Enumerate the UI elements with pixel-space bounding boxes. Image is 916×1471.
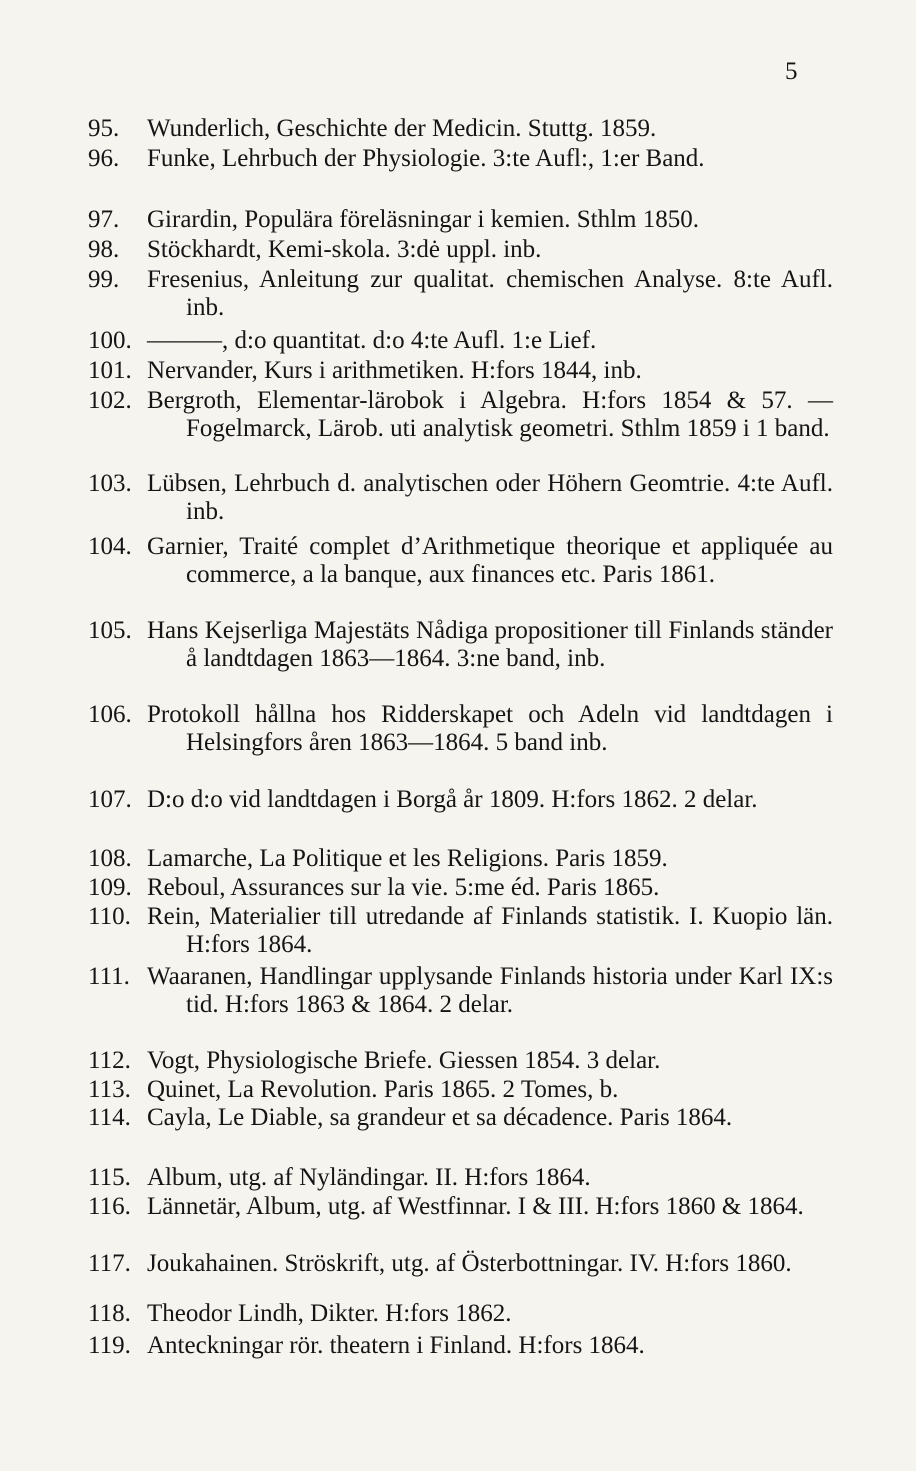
- list-item: [88, 145, 833, 173]
- entry-number: 102.: [88, 387, 132, 414]
- list-item: [88, 1300, 833, 1328]
- entry-text: Lännetär, Album, utg. af Westfinnar. I & III. H:fors 1860 & 1864.: [147, 1193, 804, 1220]
- list-item: [88, 266, 833, 322]
- list-item: [88, 701, 833, 757]
- entry-text: Nervander, Kurs i arithmetiken. H:fors 1844, inb.: [147, 357, 642, 384]
- entry-text: Album, utg. af Nyländingar. II. H:fors 1864.: [147, 1164, 591, 1191]
- list-item: [88, 1250, 833, 1278]
- entry-number: 99.: [88, 266, 120, 293]
- list-item: [88, 327, 833, 355]
- entry-number: 101.: [88, 357, 132, 384]
- list-item: [88, 533, 833, 589]
- entry-number: 97.: [88, 206, 120, 233]
- entry-number: 107.: [88, 786, 132, 813]
- entry-number: 110.: [88, 903, 131, 930]
- list-item: [88, 874, 833, 902]
- list-item: [88, 963, 833, 1019]
- entry-number: 95.: [88, 115, 120, 142]
- entry-text: Joukahainen. Ströskrift, utg. af Österbottningar. IV. H:fors 1860.: [147, 1250, 792, 1277]
- entry-number: 103.: [88, 470, 132, 497]
- list-item: [88, 1193, 833, 1221]
- page-number: 5: [785, 58, 798, 85]
- entry-text: Garnier, Traité complet d’Arithmetique theorique et appliquée au commerce, a la banque, aux finances etc. Paris 1861.: [147, 533, 833, 589]
- list-item: [88, 903, 833, 959]
- entry-text: Reboul, Assurances sur la vie. 5:me éd. Paris 1865.: [147, 874, 660, 901]
- entry-number: 111.: [88, 963, 130, 990]
- entry-text: Cayla, Le Diable, sa grandeur et sa décadence. Paris 1864.: [147, 1104, 733, 1131]
- entry-text: Rein, Materialier till utredande af Finlands statistik. I. Kuopio län. H:fors 1864.: [147, 903, 833, 959]
- entry-text: Vogt, Physiologische Briefe. Giessen 1854. 3 delar.: [147, 1047, 661, 1074]
- entry-text: Lamarche, La Politique et les Religions. Paris 1859.: [147, 845, 668, 872]
- entry-number: 104.: [88, 533, 132, 560]
- entry-number: 118.: [88, 1300, 131, 1327]
- list-item: [88, 1047, 833, 1075]
- list-item: [88, 786, 833, 814]
- entry-number: 115.: [88, 1164, 131, 1191]
- entry-text: Waaranen, Handlingar upplysande Finlands historia under Karl IX:s tid. H:fors 1863 & 1864. 2 delar.: [147, 963, 833, 1019]
- entry-text: Anteckningar rör. theatern i Finland. H:fors 1864.: [147, 1332, 645, 1359]
- entry-number: 106.: [88, 701, 132, 728]
- list-item: [88, 1076, 833, 1104]
- entry-number: 119.: [88, 1332, 131, 1359]
- list-item: [88, 1164, 833, 1192]
- entry-number: 114.: [88, 1104, 131, 1131]
- entry-number: 112.: [88, 1047, 131, 1074]
- entry-number: 108.: [88, 845, 132, 872]
- entry-text: Fresenius, Anleitung zur qualitat. chemischen Analyse. 8:te Aufl. inb.: [147, 266, 833, 322]
- entry-text: ———, d:o quantitat. d:o 4:te Aufl. 1:e Lief.: [147, 327, 597, 354]
- list-item: [88, 387, 833, 443]
- list-item: [88, 1104, 833, 1132]
- entry-number: 98.: [88, 236, 120, 263]
- entry-text: Girardin, Populära föreläsningar i kemien. Sthlm 1850.: [147, 206, 699, 233]
- entry-number: 117.: [88, 1250, 131, 1277]
- list-item: [88, 1332, 833, 1360]
- entry-text: D:o d:o vid landtdagen i Borgå år 1809. H:fors 1862. 2 delar.: [147, 786, 758, 813]
- entry-number: 109.: [88, 874, 132, 901]
- entry-number: 96.: [88, 145, 120, 172]
- entry-text: Lübsen, Lehrbuch d. analytischen oder Höhern Geomtrie. 4:te Aufl. inb.: [147, 470, 833, 526]
- entry-number: 113.: [88, 1076, 131, 1103]
- entry-text: Bergroth, Elementar-lärobok i Algebra. H:fors 1854 & 57. — Fogelmarck, Lärob. uti analytisk geometri. Sthlm 1859 i 1 band.: [147, 387, 833, 443]
- list-item: [88, 357, 833, 385]
- entry-number: 116.: [88, 1193, 131, 1220]
- entry-text: Protokoll hållna hos Ridderskapet och Adeln vid landtdagen i Helsingfors åren 1863—1864. 5 band inb.: [147, 701, 833, 757]
- list-item: [88, 115, 833, 143]
- list-item: [88, 845, 833, 873]
- list-item: [88, 236, 833, 264]
- entry-number: 100.: [88, 327, 132, 354]
- list-item: [88, 617, 833, 673]
- entry-text: Stöckhardt, Kemi-skola. 3:dė uppl. inb.: [147, 236, 542, 263]
- list-item: [88, 206, 833, 234]
- entry-number: 105.: [88, 617, 132, 644]
- entry-text: Wunderlich, Geschichte der Medicin. Stuttg. 1859.: [147, 115, 657, 142]
- entry-text: Quinet, La Revolution. Paris 1865. 2 Tomes, b.: [147, 1076, 619, 1103]
- entry-text: Funke, Lehrbuch der Physiologie. 3:te Aufl:, 1:er Band.: [147, 145, 705, 172]
- entry-text: Theodor Lindh, Dikter. H:fors 1862.: [147, 1300, 512, 1327]
- entry-text: Hans Kejserliga Majestäts Nådiga propositioner till Finlands ständer å landtdagen 1863—1864. 3:ne band, inb.: [147, 617, 833, 673]
- list-item: [88, 470, 833, 526]
